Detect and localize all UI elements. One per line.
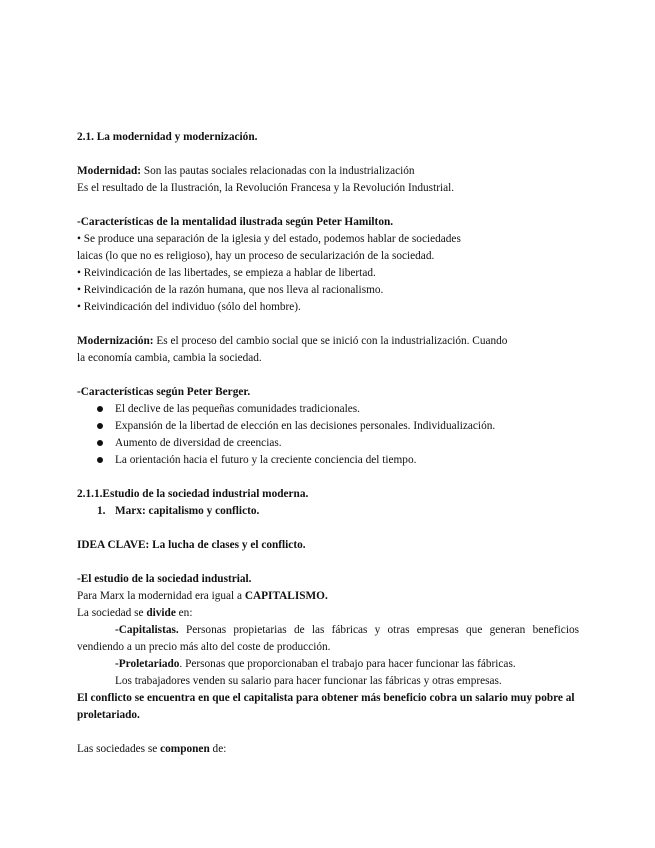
list-item: El declive de las pequeñas comunidades tradicionales. xyxy=(97,401,579,418)
conflicto-paragraph: El conflicto se encuentra en que el capitalista para obtener más beneficio cobra un salario muy pobre al proletariado. xyxy=(77,692,575,721)
hamilton-line: • Reivindicación de las libertades, se empieza a hablar de libertad. xyxy=(77,267,376,279)
subsection-title: 2.1.1.Estudio de la sociedad industrial moderna. xyxy=(77,488,309,500)
marx-line: Para Marx la modernidad era igual a CAPITALISMO. xyxy=(77,590,328,602)
modernidad-term: Modernidad: xyxy=(77,165,142,177)
hamilton-title: -Características de la mentalidad ilustrada según Peter Hamilton. xyxy=(77,216,394,228)
componen-line: Las sociedades se componen de: xyxy=(77,743,227,755)
modernizacion-term: Modernización: xyxy=(77,335,154,347)
modernizacion-definition: Modernización: Es el proceso del cambio social que se inició con la industrialización. Cuando xyxy=(77,335,508,347)
hamilton-line: • Reivindicación de la razón humana, que nos lleva al racionalismo. xyxy=(77,284,384,296)
estudio-title: -El estudio de la sociedad industrial. xyxy=(77,573,252,585)
berger-list xyxy=(77,401,579,469)
proletariado-paragraph: -Proletariado. Personas que proporcionaban el trabajo para hacer funcionar las fábricas. xyxy=(115,658,516,670)
hamilton-line: • Reivindicación del individuo (sólo del hombre). xyxy=(77,301,301,313)
trabajadores-line: Los trabajadores venden su salario para hacer funcionar las fábricas y otras empresas. xyxy=(115,675,502,687)
section-title: 2.1. La modernidad y modernización. xyxy=(77,131,258,143)
berger-title: -Características según Peter Berger. xyxy=(77,386,251,398)
list-item: La orientación hacia el futuro y la creciente conciencia del tiempo. xyxy=(97,452,579,469)
sociedad-divide-line: La sociedad se divide en: xyxy=(77,607,193,619)
list-item: Expansión de la libertad de elección en las decisiones personales. Individualización. xyxy=(97,418,579,435)
modernidad-line2: Es el resultado de la Ilustración, la Revolución Francesa y la Revolución Industrial. xyxy=(77,182,455,194)
modernizacion-line2: la economía cambia, cambia la sociedad. xyxy=(77,352,262,364)
modernidad-definition: Modernidad: Son las pautas sociales relacionadas con la industrialización xyxy=(77,165,415,177)
hamilton-line: • Se produce una separación de la iglesia y del estado, podemos hablar de sociedades xyxy=(77,233,461,245)
numbered-item: 1. Marx: capitalismo y conflicto. xyxy=(97,505,260,517)
hamilton-line: laicas (lo que no es religioso), hay un proceso de secularización de la sociedad. xyxy=(77,250,435,262)
idea-clave: IDEA CLAVE: La lucha de clases y el conflicto. xyxy=(77,539,306,551)
document-page xyxy=(77,129,579,758)
capitalistas-paragraph: -Capitalistas. Personas propietarias de las fábricas y otras empresas que generan beneficios vendiendo a un precio más alto del coste de producción. xyxy=(77,624,579,653)
list-item: Aumento de diversidad de creencias. xyxy=(97,435,579,452)
